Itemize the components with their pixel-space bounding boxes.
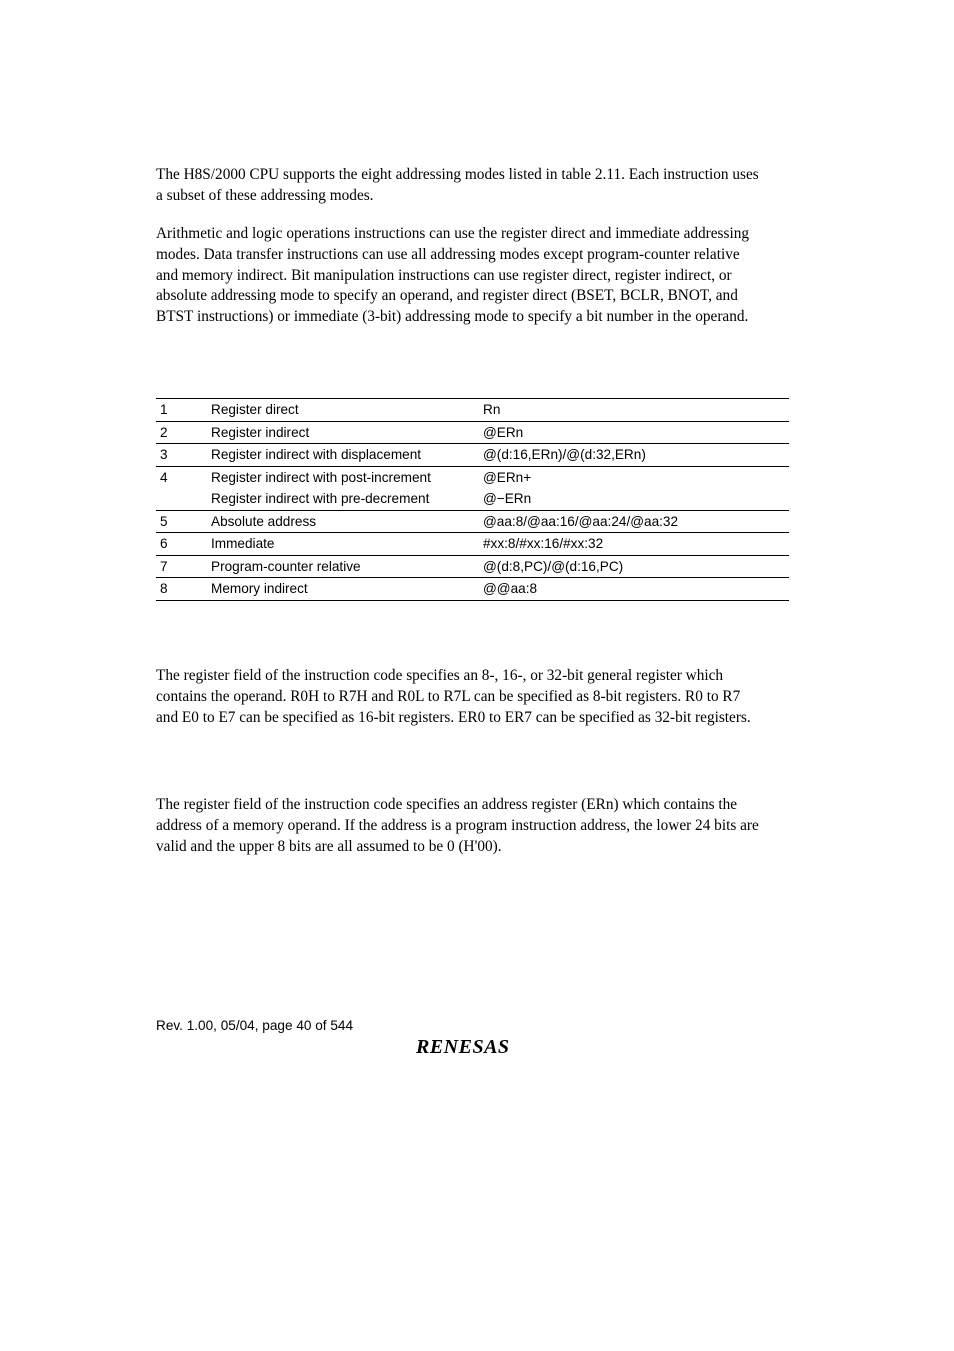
mode-number: 2 [156,421,207,444]
text-line: and E0 to E7 can be specified as 16-bit registers. ER0 to ER7 can be specified as 32-bit registers. [156,708,751,726]
intro-paragraph [156,165,796,207]
usage-paragraph [156,224,796,328]
mode-symbol: @(d:16,ERn)/@(d:32,ERn) [479,444,789,467]
mode-symbol: @aa:8/@aa:16/@aa:24/@aa:32 [479,510,789,533]
mode-name: Register indirect [207,421,479,444]
logo-lettering: RENESAS [416,1036,510,1058]
mode-number [156,488,207,510]
mode-symbol: @ERn [479,421,789,444]
text-line: modes. Data transfer instructions can use all addressing modes except program-counter relative [156,245,740,263]
mode-name: Register indirect with displacement [207,444,479,467]
text-line: contains the operand. R0H to R7H and R0L to R7L can be specified as 8-bit registers. R0 to R7 [156,687,741,705]
mode-number: 7 [156,555,207,578]
mode-number: 3 [156,444,207,467]
table-row [156,421,789,444]
register-indirect-paragraph [156,795,796,857]
text-line: and memory indirect. Bit manipulation instructions can use register direct, register indirect, or [156,266,732,284]
text-line: The register field of the instruction code specifies an 8-, 16-, or 32-bit general register which [156,667,724,684]
mode-symbol: #xx:8/#xx:16/#xx:32 [479,533,789,556]
table-row [156,533,789,556]
mode-name: Register indirect with pre-decrement [211,491,430,507]
mode-name: Register direct [207,399,479,422]
table-row [156,399,789,422]
text-line: absolute addressing mode to specify an operand, and register direct (BSET, BCLR, BNOT, and [156,287,738,305]
mode-name: Absolute address [207,510,479,533]
table-row [156,444,789,467]
mode-number: 5 [156,510,207,533]
text-line: The H8S/2000 CPU supports the eight addressing modes listed in table 2.11. Each instruction uses [156,166,759,183]
page-footer-revision: Rev. 1.00, 05/04, page 40 of 544 [156,1018,354,1033]
mode-name: Immediate [207,533,479,556]
table-row [156,510,789,533]
table-row [156,555,789,578]
table-row [156,578,789,601]
mode-symbol: @(d:8,PC)/@(d:16,PC) [479,555,789,578]
renesas-logo [414,1036,536,1063]
text-line: BTST instructions) or immediate (3-bit) addressing mode to specify a bit number in the operand. [156,308,749,326]
mode-name: Register indirect with post-increment [207,466,479,488]
mode-number: 6 [156,533,207,556]
register-direct-paragraph [156,666,796,728]
mode-number: 8 [156,578,207,601]
text-line: a subset of these addressing modes. [156,186,374,204]
mode-symbol: Rn [479,399,789,422]
mode-number: 1 [156,399,207,422]
text-line: address of a memory operand. If the address is a program instruction address, the lower 24 bits are [156,816,759,834]
text-line: valid and the upper 8 bits are all assumed to be 0 (H'00). [156,837,502,855]
mode-symbol: @ERn+ [479,466,789,488]
renesas-logo-icon [414,1036,536,1058]
text-line: The register field of the instruction code specifies an address register (ERn) which contains the [156,796,738,813]
mode-number: 4 [156,466,207,488]
table-row [156,488,789,510]
mode-name: Memory indirect [207,578,479,601]
mode-symbol: @−ERn [483,491,532,507]
mode-name: Program-counter relative [207,555,479,578]
text-line: Arithmetic and logic operations instructions can use the register direct and immediate addressing [156,225,750,242]
mode-symbol: @@aa:8 [479,578,789,601]
table-row [156,466,789,488]
addressing-modes-table [156,398,789,601]
